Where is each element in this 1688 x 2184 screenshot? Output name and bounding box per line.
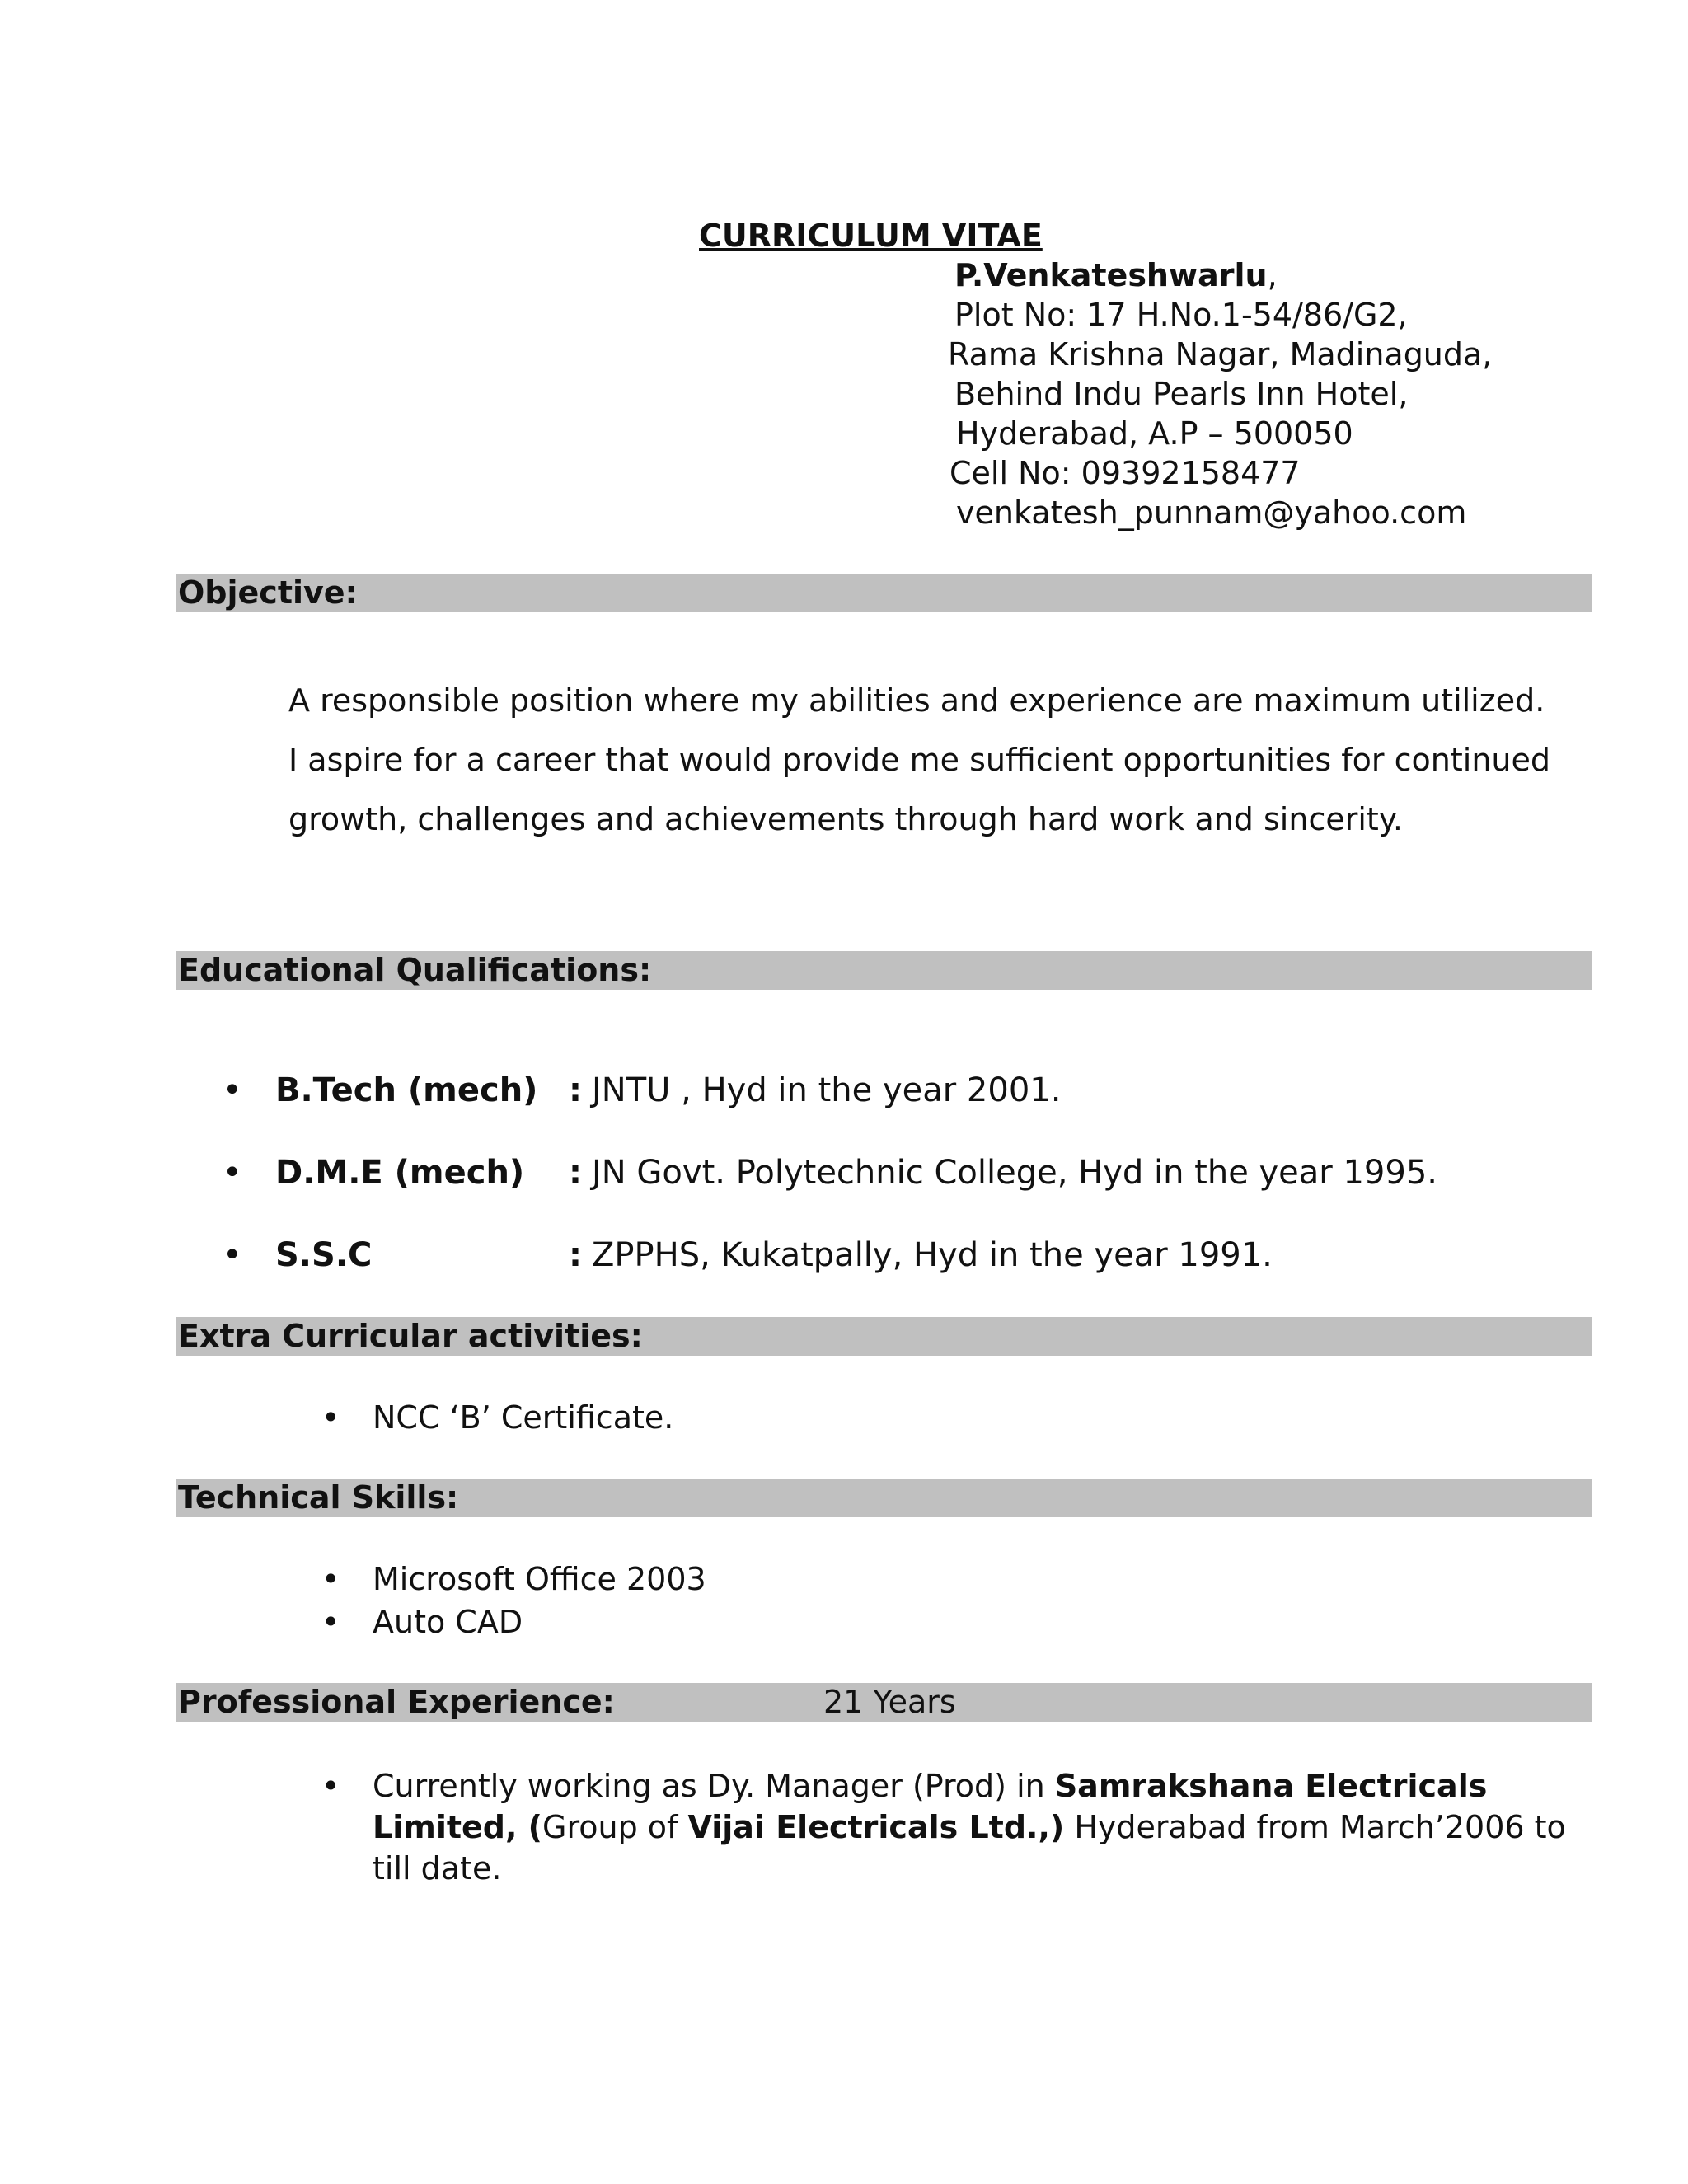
bullet-icon: • [321,1604,340,1640]
document-title: CURRICULUM VITAE [699,218,1043,254]
objective-text: A responsible position where my abilities and experience are maximum utilized. I aspire for a career that would provide me sufficient opportunities for continued growth, challenges and achievements through hard work and sincerity. [288,682,1550,837]
extracurricular-heading: Extra Curricular activities: [178,1318,643,1354]
education-degree: S.S.C [275,1236,373,1274]
bullet-icon: • [321,1399,340,1436]
education-colon: : [569,1071,582,1109]
bullet-icon: • [223,1154,242,1192]
education-degree: B.Tech (mech) [275,1071,538,1109]
extracurricular-heading-band [176,1317,1592,1356]
education-institution: JN Govt. Polytechnic College, Hyd in the year 1995. [592,1154,1437,1192]
education-degree: D.M.E (mech) [275,1154,525,1192]
experience-company: Samrakshana Electricals Limited, ( [373,1768,1488,1845]
address-line-4: Hyderabad, A.P – 500050 [956,415,1353,452]
address-line-2: Rama Krishna Nagar, Madinaguda, [948,336,1493,373]
technical-skills-heading: Technical Skills: [178,1479,459,1516]
contact-name-line [954,255,1278,295]
technical-skill-item: Auto CAD [373,1604,523,1640]
education-heading-band [176,951,1592,990]
contact-name: P.Venkateshwarlu [954,257,1268,293]
objective-heading: Objective: [178,574,358,611]
extracurricular-item: NCC ‘B’ Certificate. [373,1399,674,1436]
bullet-icon: • [223,1236,242,1274]
experience-heading-band [176,1683,1592,1722]
experience-duration: 21 Years [823,1684,956,1720]
address-line-3: Behind Indu Pearls Inn Hotel, [954,376,1409,412]
education-colon: : [569,1154,582,1192]
experience-text [373,1765,1609,1889]
experience-text-part2: Group of [542,1809,688,1845]
bullet-icon: • [321,1561,340,1597]
experience-group: Vijai Electricals Ltd.,) [687,1809,1065,1845]
education-colon: : [569,1236,582,1274]
bullet-icon: • [223,1071,242,1109]
contact-name-suffix: , [1267,257,1278,293]
technical-skill-item: Microsoft Office 2003 [373,1561,706,1597]
education-institution: ZPPHS, Kukatpally, Hyd in the year 1991. [592,1236,1273,1274]
cell-number: Cell No: 09392158477 [950,455,1301,491]
experience-heading: Professional Experience: [178,1684,615,1720]
education-institution: JNTU , Hyd in the year 2001. [592,1071,1062,1109]
bullet-icon: • [321,1768,340,1804]
address-line-1: Plot No: 17 H.No.1-54/86/G2, [954,297,1408,333]
education-heading: Educational Qualifications: [178,952,652,988]
objective-heading-band [176,574,1592,612]
experience-text-part1: Currently working as Dy. Manager (Prod) in [373,1768,1055,1804]
technical-skills-heading-band [176,1479,1592,1517]
experience-text-part3: Hyderabad from March’2006 to till date. [373,1809,1566,1886]
email-address: venkatesh_punnam@yahoo.com [956,494,1467,531]
